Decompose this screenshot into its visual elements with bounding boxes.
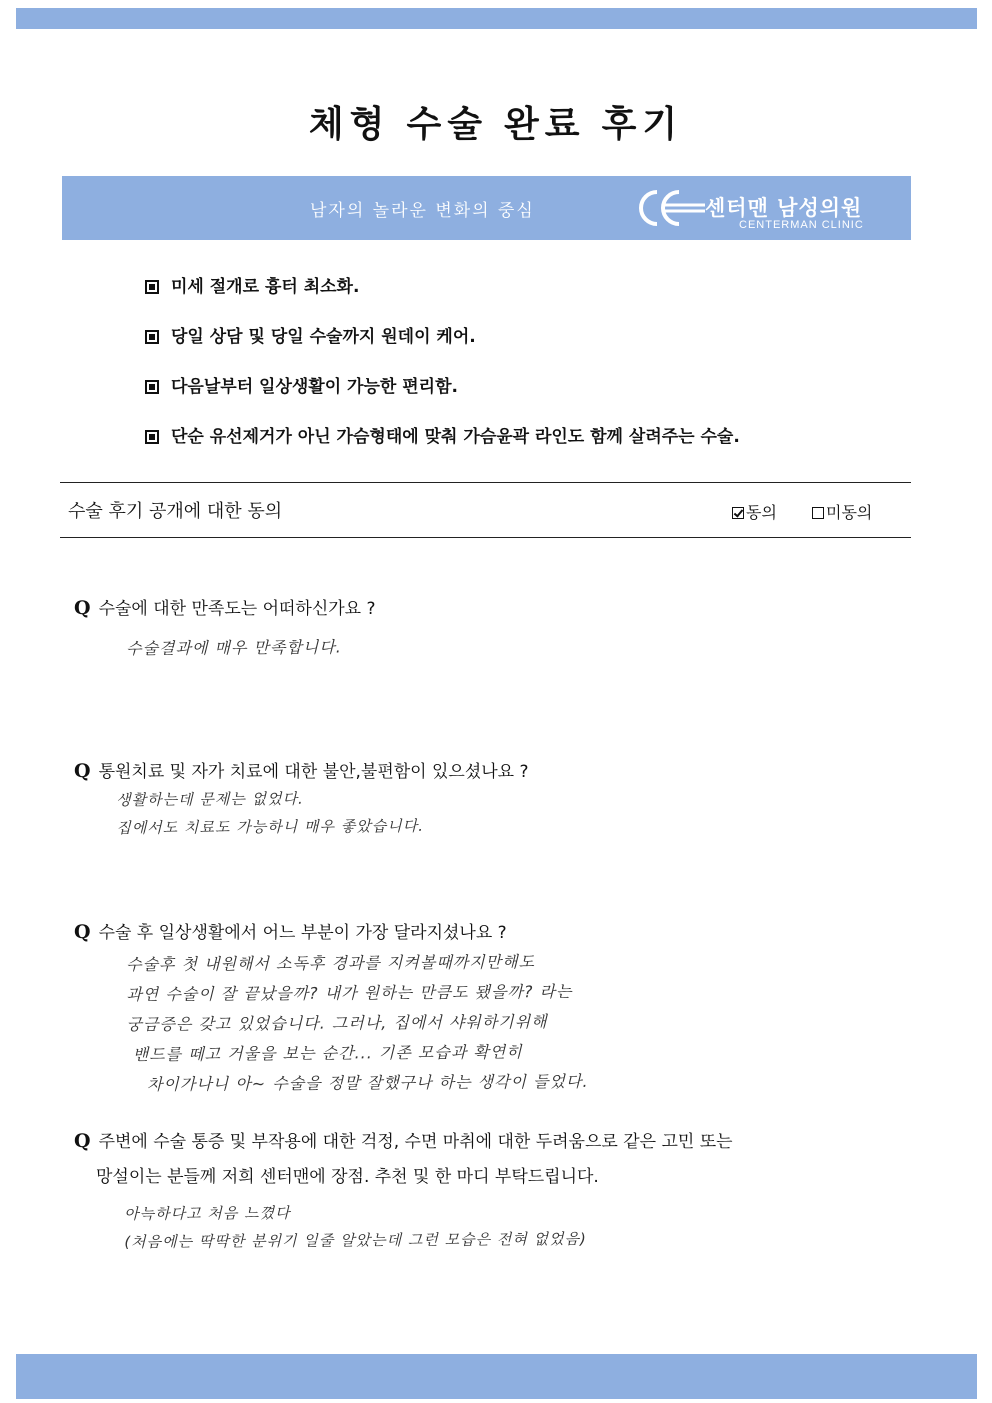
question-1: Q 수술에 대한 만족도는 어떠하신가요 ? — [74, 597, 376, 619]
clinic-logo — [627, 186, 897, 232]
checkbox-checked-icon[interactable] — [732, 507, 744, 519]
feature-item: 다음날부터 일상생활이 가능한 편리함. — [145, 372, 740, 422]
consent-row — [60, 482, 911, 538]
question-icon: Q — [74, 760, 91, 782]
clinic-banner — [62, 176, 911, 240]
top-decor-bar — [16, 8, 977, 29]
logo-name: 센터맨 남성의원 — [705, 196, 863, 220]
question-icon: Q — [74, 1130, 91, 1152]
square-bullet-icon — [145, 380, 159, 394]
answer-3: 수술후 첫 내원해서 소독후 경과를 지켜볼때까지만해도 과연 수술이 잘 끝났을까? 내가 원하는 만큼도 됐을까? 라는 궁금증은 갖고 있었습니다. 그러나, 집에서 샤워하기위해 밴드를 떼고 거울을 보는 순간... 기존 모습과 확연히 차이가나니 아~ 수술을 정말 잘했구나 하는 생각이 들었다. — [126, 952, 589, 1094]
feature-item: 단순 유선제거가 아닌 가슴형태에 맞춰 가슴윤곽 라인도 함께 살려주는 수술. — [145, 422, 740, 472]
square-bullet-icon — [145, 430, 159, 444]
question-4: Q 주변에 수술 통증 및 부작용에 대한 걱정, 수면 마취에 대한 두려움으로 같은 고민 또는 망설이는 분들께 저희 센터맨에 장점. 추천 및 한 마디 부탁드립니다. — [74, 1130, 733, 1187]
question-icon: Q — [74, 921, 91, 943]
answer-4: 아늑하다고 처음 느꼈다 (처음에는 딱딱한 분위기 일줄 알았는데 그런 모습은 전혀 없었음) — [124, 1203, 587, 1251]
consent-disagree-option[interactable]: 미동의 — [812, 500, 872, 523]
answer-1: 수술결과에 매우 만족합니다. — [126, 637, 342, 658]
answer-2: 생활하는데 문제는 없었다. 집에서도 치료도 가능하니 매우 좋았습니다. — [116, 789, 425, 837]
square-bullet-icon — [145, 330, 159, 344]
question-2: Q 통원치료 및 자가 치료에 대한 불안,불편함이 있으셨나요 ? — [74, 760, 529, 782]
logo-cc-icon — [627, 188, 707, 228]
page-title: 체형 수술 완료 후기 — [308, 104, 684, 145]
question-icon: Q — [74, 597, 91, 619]
bottom-decor-bar — [16, 1354, 977, 1399]
square-bullet-icon — [145, 280, 159, 294]
feature-list — [145, 272, 740, 472]
question-3: Q 수술 후 일상생활에서 어느 부분이 가장 달라지셨나요 ? — [74, 921, 507, 943]
logo-english: CENTERMAN CLINIC — [739, 219, 864, 231]
consent-agree-option[interactable]: 동의 — [732, 500, 777, 523]
feature-item: 당일 상담 및 당일 수술까지 원데이 케어. — [145, 322, 740, 372]
banner-slogan: 남자의 놀라운 변화의 중심 — [310, 201, 535, 221]
consent-label: 수술 후기 공개에 대한 동의 — [68, 501, 283, 522]
feature-item: 미세 절개로 흉터 최소화. — [145, 272, 740, 322]
checkbox-empty-icon[interactable] — [812, 507, 824, 519]
